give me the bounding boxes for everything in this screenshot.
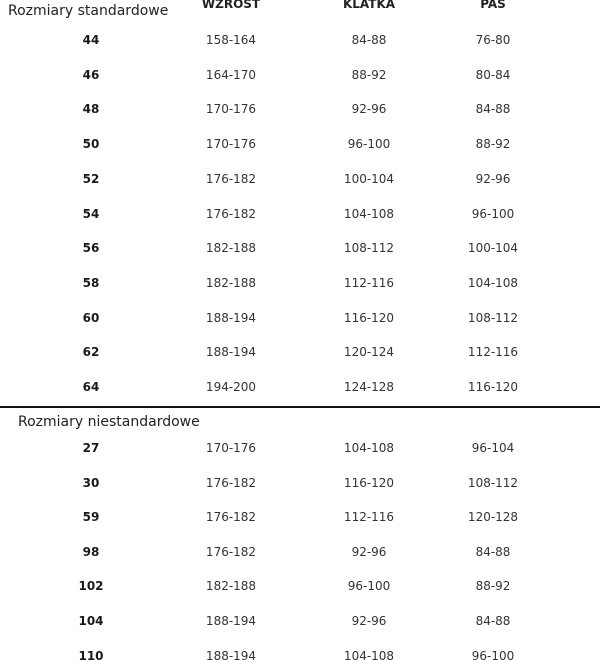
wzrost-cell: 188-194 <box>205 614 257 628</box>
section-divider <box>0 406 600 408</box>
size-cell: 60 <box>82 310 100 325</box>
table-row <box>0 238 600 258</box>
size-cell: 59 <box>82 510 100 525</box>
size-cell: 98 <box>82 544 100 559</box>
pas-cell: 112-116 <box>467 345 519 360</box>
pas-cell: 104-108 <box>467 275 519 290</box>
size-cell: 102 <box>78 579 104 594</box>
pas-cell: 84-88 <box>475 614 511 628</box>
wzrost-cell: 176-182 <box>205 510 257 525</box>
table-row <box>0 134 600 154</box>
klatka-cell: 124-128 <box>343 380 395 394</box>
klatka-cell: 92-96 <box>351 544 387 559</box>
table-row <box>0 99 600 119</box>
size-cell: 58 <box>82 275 100 290</box>
size-cell: 48 <box>82 102 100 117</box>
size-cell: 56 <box>82 241 100 256</box>
size-cell: 27 <box>82 441 100 455</box>
table-row <box>0 646 600 660</box>
table-row <box>0 169 600 189</box>
wzrost-cell: 182-188 <box>205 579 257 594</box>
size-cell: 64 <box>82 380 100 394</box>
klatka-cell: 116-120 <box>343 310 395 325</box>
table-row <box>0 507 600 527</box>
pas-cell: 84-88 <box>475 544 511 559</box>
wzrost-cell: 188-194 <box>205 648 257 660</box>
size-cell: 52 <box>82 171 100 186</box>
wzrost-cell: 170-176 <box>205 102 257 117</box>
size-cell: 54 <box>82 206 100 221</box>
header-klatka: KLATKA <box>342 0 396 11</box>
wzrost-cell: 188-194 <box>205 345 257 360</box>
size-cell: 110 <box>78 648 104 660</box>
table-row <box>0 542 600 562</box>
wzrost-cell: 176-182 <box>205 171 257 186</box>
pas-cell: 96-100 <box>471 206 515 221</box>
klatka-cell: 104-108 <box>343 648 395 660</box>
klatka-cell: 116-120 <box>343 475 395 490</box>
size-cell: 30 <box>82 475 100 490</box>
pas-cell: 80-84 <box>475 67 511 82</box>
pas-cell: 96-100 <box>471 648 515 660</box>
klatka-cell: 100-104 <box>343 171 395 186</box>
klatka-cell: 96-100 <box>347 137 391 152</box>
wzrost-cell: 170-176 <box>205 137 257 152</box>
table-row <box>0 308 600 328</box>
klatka-cell: 108-112 <box>343 241 395 256</box>
pas-cell: 88-92 <box>475 579 511 594</box>
klatka-cell: 120-124 <box>343 345 395 360</box>
nonstandard-sizes-title: Rozmiary niestandardowe <box>18 414 200 430</box>
pas-cell: 116-120 <box>467 380 519 394</box>
wzrost-cell: 194-200 <box>205 380 257 394</box>
klatka-cell: 84-88 <box>351 33 387 47</box>
header-pas: PAS <box>480 0 506 11</box>
table-row <box>0 65 600 85</box>
klatka-cell: 104-108 <box>343 441 395 455</box>
pas-cell: 84-88 <box>475 102 511 117</box>
table-row <box>0 204 600 224</box>
wzrost-cell: 158-164 <box>205 33 257 47</box>
wzrost-cell: 176-182 <box>205 475 257 490</box>
pas-cell: 76-80 <box>475 33 511 47</box>
wzrost-cell: 176-182 <box>205 206 257 221</box>
size-cell: 44 <box>82 33 100 47</box>
pas-cell: 120-128 <box>467 510 519 525</box>
klatka-cell: 112-116 <box>343 510 395 525</box>
table-row <box>0 473 600 493</box>
size-cell: 62 <box>82 345 100 360</box>
size-cell: 50 <box>82 137 100 152</box>
pas-cell: 108-112 <box>467 310 519 325</box>
wzrost-cell: 164-170 <box>205 67 257 82</box>
klatka-cell: 88-92 <box>351 67 387 82</box>
header-wzrost: WZROST <box>201 0 261 11</box>
table-row <box>0 342 600 362</box>
klatka-cell: 92-96 <box>351 102 387 117</box>
pas-cell: 96-104 <box>471 441 515 455</box>
klatka-cell: 96-100 <box>347 579 391 594</box>
size-cell: 46 <box>82 67 100 82</box>
wzrost-cell: 170-176 <box>205 441 257 455</box>
wzrost-cell: 188-194 <box>205 310 257 325</box>
pas-cell: 88-92 <box>475 137 511 152</box>
pas-cell: 92-96 <box>475 171 511 186</box>
table-row <box>0 377 600 397</box>
klatka-cell: 112-116 <box>343 275 395 290</box>
klatka-cell: 104-108 <box>343 206 395 221</box>
size-cell: 104 <box>78 614 104 628</box>
wzrost-cell: 176-182 <box>205 544 257 559</box>
table-row <box>0 273 600 293</box>
table-row <box>0 438 600 458</box>
standard-sizes-title: Rozmiary standardowe <box>8 3 169 19</box>
pas-cell: 100-104 <box>467 241 519 256</box>
table-row <box>0 611 600 631</box>
pas-cell: 108-112 <box>467 475 519 490</box>
klatka-cell: 92-96 <box>351 614 387 628</box>
wzrost-cell: 182-188 <box>205 275 257 290</box>
table-row <box>0 30 600 50</box>
wzrost-cell: 182-188 <box>205 241 257 256</box>
table-row <box>0 576 600 596</box>
